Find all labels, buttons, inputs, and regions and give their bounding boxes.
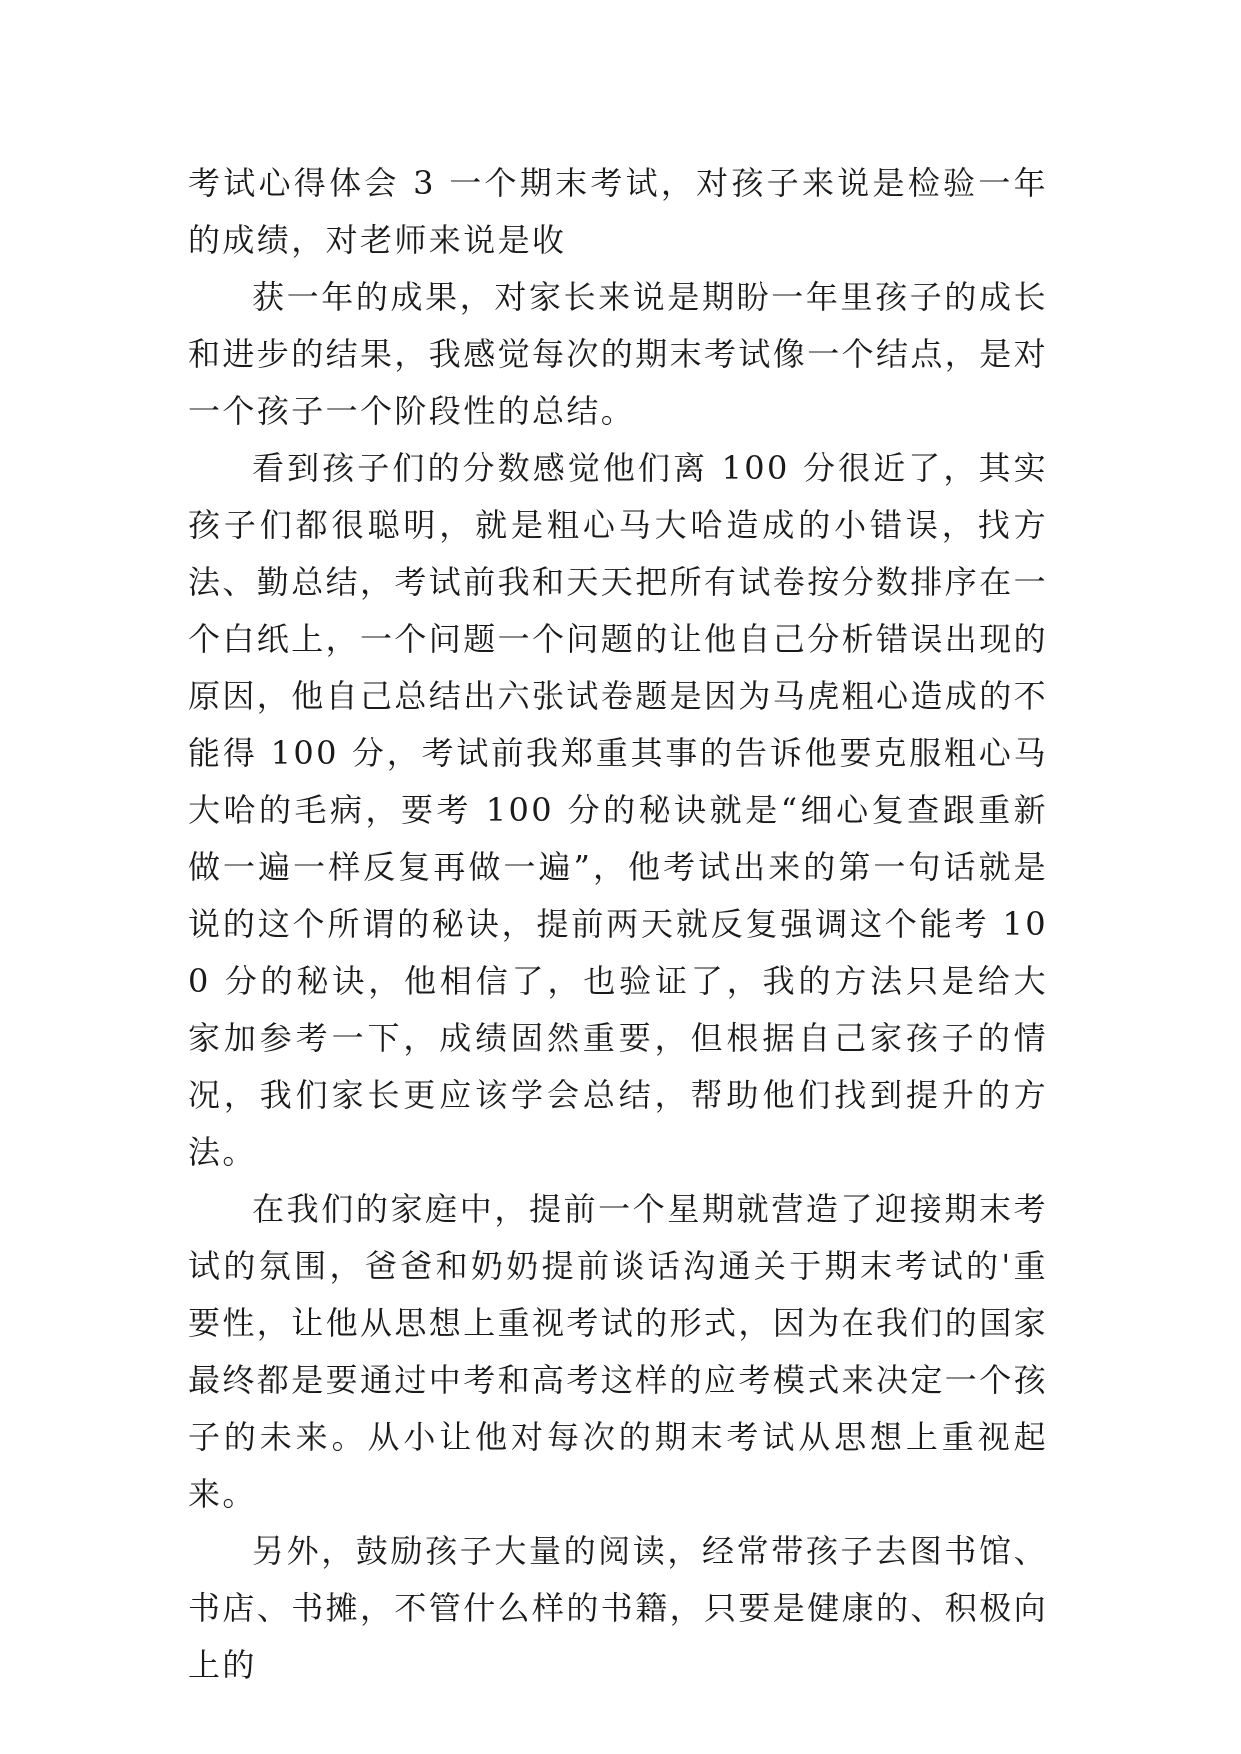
paragraph-1: 获一年的成果，对家长来说是期盼一年里孩子的成长和进步的结果，我感觉每次的期末考试像一个结点，是对一个孩子一个阶段性的总结。 bbox=[188, 278, 1049, 430]
paragraph-2: 看到孩子们的分数感觉他们离 100 分很近了，其实孩子们都很聪明，就是粗心马大哈造成的小错误，找方法、勤总结，考试前我和天天把所有试卷按分数排序在一个白纸上，一个问题一个问题的让他自己分析错误出现的原因，他自己总结出六张试卷题是因为马虎粗心造成的不能得 100 分，考试前我郑重其事的告诉他要克服粗心马大哈的毛病，要考 100 分的秘诀就是“细心复查跟重新做一遍一样反复再做一遍”，他考试出来的第一句话就是说的这个所谓的秘诀，提前两天就反复强调这个能考 100 分的秘诀，他相信了，也验证了，我的方法只是给大家加参考一下，成绩固然重要，但根据自己家孩子的情况，我们家长更应该学会总结，帮助他们找到提升的方法。 bbox=[188, 449, 1049, 1171]
heading-line: 考试心得体会 3 一个期末考试，对孩子来说是检验一年的成绩，对老师来说是收 bbox=[188, 164, 1048, 259]
paragraph-3: 在我们的家庭中，提前一个星期就营造了迎接期末考试的氛围，爸爸和奶奶提前谈话沟通关于期末考试的'重要性，让他从思想上重视考试的形式，因为在我们的国家最终都是要通过中考和高考这样的应考模式来决定一个孩子的未来。从小让他对每次的期末考试从思想上重视起来。 bbox=[188, 1190, 1049, 1513]
document-body bbox=[188, 155, 1048, 1694]
paragraph-4: 另外，鼓励孩子大量的阅读，经常带孩子去图书馆、书店、书摊，不管什么样的书籍，只要是健康的、积极向上的 bbox=[188, 1532, 1049, 1684]
